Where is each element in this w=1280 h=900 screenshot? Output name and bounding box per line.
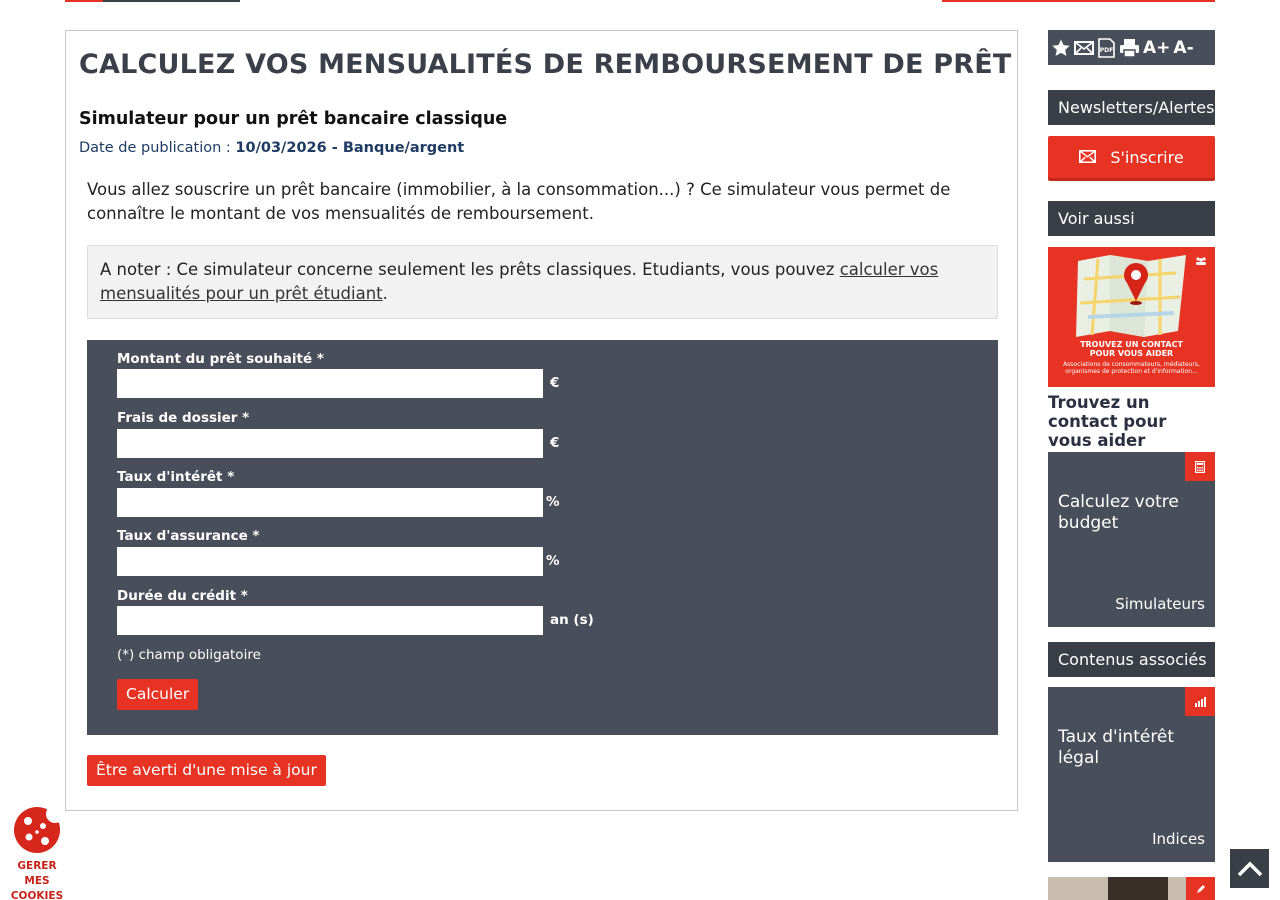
student-loan-link[interactable]: calculer vos mensualités pour un prêt étudiant — [100, 260, 939, 303]
tools-bar — [1048, 30, 1215, 65]
budget-card-category: Simulateurs — [1115, 595, 1205, 613]
publication-separator: - — [326, 140, 343, 156]
insurance-rate-input[interactable] — [117, 547, 543, 576]
publication-date-value: 10/03/2026 — [235, 140, 327, 156]
interest-rate-unit: % — [546, 494, 560, 510]
publication-date — [79, 140, 464, 156]
promo-image-line2: POUR VOUS AIDER — [1089, 349, 1174, 358]
duration-label: Durée du crédit * — [117, 588, 248, 604]
top-search-strip — [942, 0, 1215, 2]
cookie-settings-button[interactable] — [4, 804, 70, 900]
loan-amount-label: Montant du prêt souhaité * — [117, 351, 324, 367]
note-text: A noter : Ce simulateur concerne seulement les prêts classiques. Etudiants, vous pouvez — [100, 260, 840, 279]
legal-rate-card-title: Taux d'intérêt légal — [1058, 727, 1175, 768]
subscribe-label: S'inscrire — [1110, 147, 1184, 167]
insurance-rate-label: Taux d'assurance * — [117, 528, 260, 544]
cookie-label-line2: COOKIES — [10, 890, 64, 900]
mail-icon[interactable] — [1074, 37, 1094, 59]
people-icon — [1186, 247, 1215, 274]
print-icon[interactable] — [1119, 37, 1140, 59]
budget-card-title: Calculez votre budget — [1058, 492, 1179, 533]
loan-amount-input[interactable] — [117, 369, 543, 398]
cookie-label-line1: GERER MES — [17, 860, 57, 887]
star-icon[interactable] — [1051, 37, 1071, 59]
interest-rate-label: Taux d'intérêt * — [117, 469, 235, 485]
fees-unit: € — [550, 435, 560, 451]
contact-promo-title[interactable]: Trouvez un contact pour vous aider — [1048, 393, 1167, 450]
promo-image-line1: TROUVEZ UN CONTACT — [1080, 340, 1183, 349]
insurance-rate-unit: % — [546, 553, 560, 569]
page-title: CALCULEZ VOS MENSUALITÉS DE REMBOURSEMENT DE PRÊT — [79, 49, 1012, 80]
budget-card[interactable] — [1048, 452, 1215, 627]
svg-text:PDF: PDF — [1099, 46, 1114, 54]
fees-label: Frais de dossier * — [117, 410, 250, 426]
calculate-button[interactable]: Calculer — [117, 679, 198, 710]
thumbnail-figure — [1108, 877, 1168, 900]
chart-icon — [1185, 687, 1215, 716]
intro-text: Vous allez souscrire un prêt bancaire (immobilier, à la consommation...) ? Ce simulateur vous permet de connaître le montant de vos mensualités de remboursement. — [87, 180, 951, 223]
publication-date-label: Date de publication : — [79, 140, 236, 156]
interest-rate-input[interactable] — [117, 488, 543, 517]
promo-image-caption: Associations de consommateurs, médiateurs, organismes de protection et d'information... — [1063, 361, 1200, 375]
page-subtitle: Simulateur pour un prêt bancaire classique — [79, 109, 508, 129]
note-suffix: . — [382, 284, 388, 303]
fees-input[interactable] — [117, 429, 543, 458]
pen-icon — [1186, 877, 1215, 900]
note-box — [87, 245, 998, 319]
font-decrease-button[interactable]: A- — [1173, 37, 1194, 58]
update-alert-button[interactable]: Être averti d'une mise à jour — [87, 755, 326, 786]
loan-simulator-form — [87, 340, 998, 735]
calculator-icon — [1185, 452, 1215, 481]
required-note: (*) champ obligatoire — [117, 647, 261, 663]
see-also-heading: Voir aussi — [1048, 201, 1215, 236]
pdf-icon[interactable] — [1097, 37, 1116, 59]
envelope-icon — [1079, 148, 1096, 167]
scroll-to-top-button[interactable] — [1230, 849, 1269, 888]
category-link[interactable]: Banque/argent — [342, 140, 465, 156]
chevron-up-icon — [1237, 861, 1263, 877]
duration-unit: an (s) — [550, 612, 594, 628]
newsletter-heading: Newsletters/Alertes — [1048, 90, 1215, 125]
legal-rate-card-category: Indices — [1152, 830, 1205, 848]
related-thumbnail[interactable] — [1048, 877, 1215, 900]
subscribe-button[interactable] — [1048, 136, 1215, 178]
loan-amount-unit: € — [550, 375, 560, 391]
legal-rate-card[interactable] — [1048, 687, 1215, 862]
cookie-icon — [11, 804, 63, 854]
font-increase-button[interactable]: A+ — [1143, 37, 1171, 58]
contact-promo-image[interactable] — [1048, 247, 1215, 387]
top-nav-strip-left — [65, 0, 240, 2]
duration-input[interactable] — [117, 606, 543, 635]
main-content — [65, 30, 1018, 811]
related-heading: Contenus associés — [1048, 642, 1215, 677]
promo-image-text — [1048, 340, 1215, 375]
